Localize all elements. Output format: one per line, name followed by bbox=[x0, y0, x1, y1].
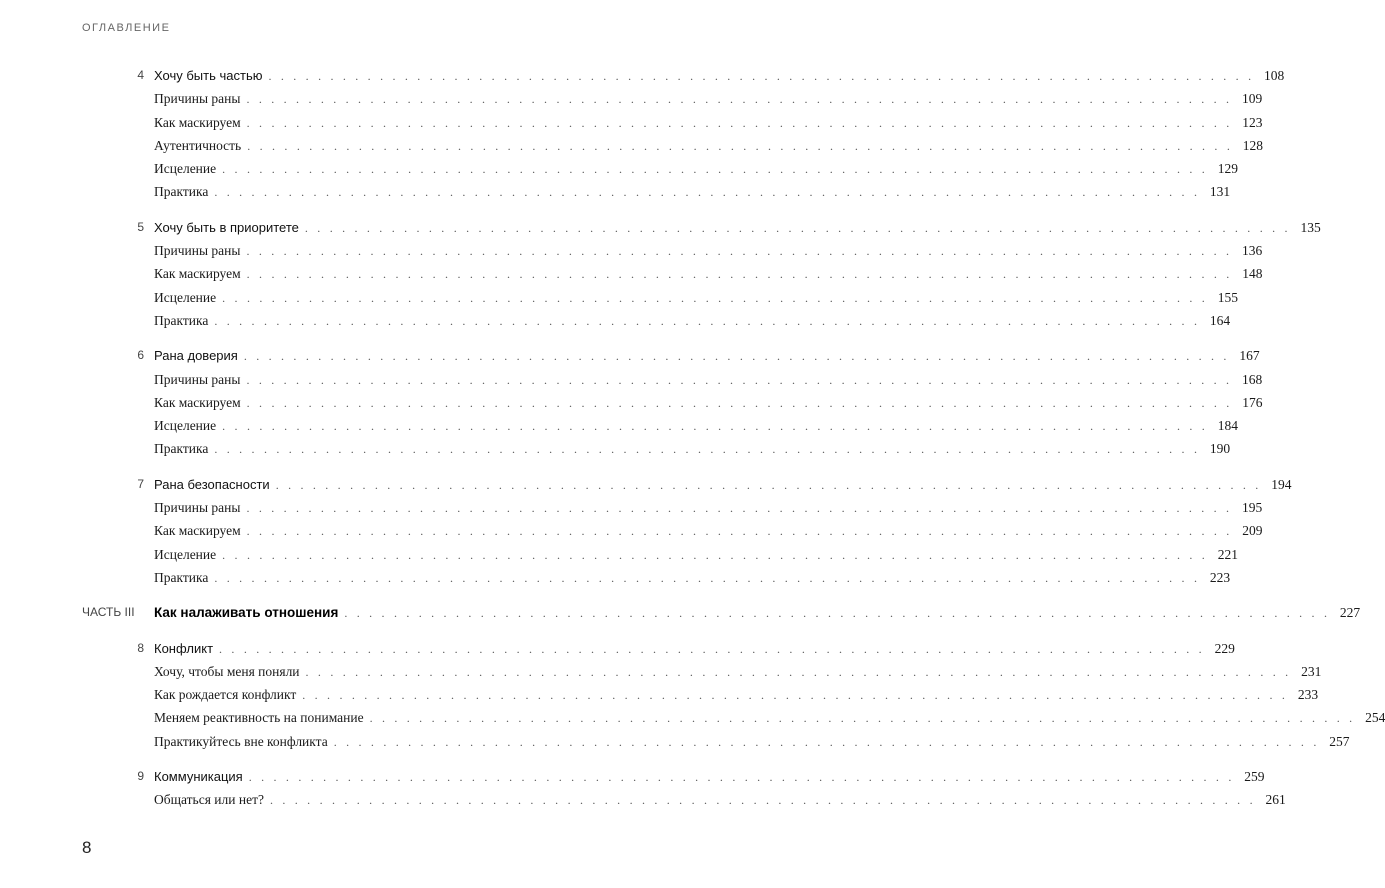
toc-subentry[interactable] bbox=[82, 394, 1263, 418]
page-ref: 129 bbox=[1217, 161, 1238, 177]
page-ref: 223 bbox=[1209, 569, 1231, 585]
dot-leader: . . . . . . . . . . . . . . . . . . . . . . . . . . . . . . . . . . . . . . . . . . . . . . . . . . . . . . . . . . . . . . . . . . . . . . . . . . . . . . . . bbox=[246, 501, 1233, 516]
page-ref: 233 bbox=[1297, 687, 1319, 703]
toc-subentry[interactable] bbox=[82, 441, 1231, 464]
dot-leader: . . . . . . . . . . . . . . . . . . . . . . . . . . . . . . . . . . . . . . . . . . . . . . . . . . . . . . . . . . . . . . . . . . . . . . . . . . . . . . . . bbox=[214, 185, 1201, 200]
chapter-number: 5 bbox=[137, 219, 144, 234]
chapter-title: Хочу быть частью bbox=[154, 68, 263, 83]
toc-subentry[interactable] bbox=[82, 523, 1263, 546]
toc-subentry[interactable] bbox=[82, 733, 1350, 757]
page-ref: 209 bbox=[1242, 523, 1263, 539]
dot-leader: . . . . . . . . . . . . . . . . . . . . . . . . . . . . . . . . . . . . . . . . . . . . . . . . . . . . . . . . . . . . . . . . . . . . . . . . . . . . . . . . bbox=[222, 290, 1208, 305]
toc-subentry[interactable] bbox=[82, 266, 1263, 289]
subentry-title: Практика bbox=[154, 569, 209, 585]
subentry-title: Причины раны bbox=[154, 91, 241, 107]
page-ref: 155 bbox=[1217, 289, 1238, 305]
chapter-title: Коммуникация bbox=[154, 769, 243, 785]
subentry-title: Общаться или нет? bbox=[154, 792, 264, 808]
dot-leader: . . . . . . . . . . . . . . . . . . . . . . . . . . . . . . . . . . . . . . . . . . . . . . . . . . . . . . . . . . . . . . . . . . . . . . . . . . . . . . . . bbox=[219, 641, 1205, 656]
page-number: 8 bbox=[82, 838, 92, 857]
toc-chapter bbox=[82, 769, 1286, 816]
chapter-number: 6 bbox=[137, 348, 144, 363]
toc-chapter bbox=[82, 348, 1263, 464]
dot-leader: . . . . . . . . . . . . . . . . . . . . . . . . . . . . . . . . . . . . . . . . . . . . . . . . . . . . . . . . . . . . . . . . . . . . . . . . . . . . . . . . bbox=[246, 115, 1233, 130]
chapter-number: 8 bbox=[137, 640, 144, 655]
subentry-title: Аутентичность bbox=[154, 137, 242, 153]
dot-leader: . . . . . . . . . . . . . . . . . . . . . . . . . . . . . . . . . . . . . . . . . . . . . . . . . . . . . . . . . . . . . . . . . . . . . . . . . . . . . . . . bbox=[247, 138, 1234, 153]
dot-leader: . . . . . . . . . . . . . . . . . . . . . . . . . . . . . . . . . . . . . . . . . . . . . . . . . . . . . . . . . . . . . . . . . . . . . . . . . . . . . . . . bbox=[246, 372, 1233, 387]
toc-entry[interactable] bbox=[82, 769, 1265, 792]
chapter-number: 4 bbox=[137, 68, 144, 82]
toc-subentry[interactable] bbox=[82, 312, 1231, 336]
toc-chapter bbox=[82, 640, 1385, 757]
toc-part bbox=[82, 605, 1361, 628]
running-head: ОГЛАВЛЕНИЕ bbox=[82, 22, 171, 34]
dot-leader: . . . . . . . . . . . . . . . . . . . . . . . . . . . . . . . . . . . . . . . . . . . . . . . . . . . . . . . . . . . . . . . . . . . . . . . . . . . . . . . . bbox=[246, 92, 1233, 107]
toc-subentry[interactable] bbox=[82, 184, 1231, 207]
dot-leader: . . . . . . . . . . . . . . . . . . . . . . . . . . . . . . . . . . . . . . . . . . . . . . . . . . . . . . . . . . . . . . . . . . . . . . . . . . . . . . . . bbox=[246, 395, 1233, 410]
page-ref: 136 bbox=[1242, 243, 1263, 259]
dot-leader: . . . . . . . . . . . . . . . . . . . . . . . . . . . . . . . . . . . . . . . . . . . . . . . . . . . . . . . . . . . . . . . . . . . . . . . . . . . . . . . . bbox=[269, 793, 1256, 808]
toc-chapter bbox=[82, 219, 1321, 336]
subentry-title: Практика bbox=[154, 312, 209, 328]
page-ref: 231 bbox=[1301, 663, 1322, 679]
page-ref: 184 bbox=[1217, 418, 1238, 434]
toc-subentry[interactable] bbox=[82, 687, 1319, 710]
subentry-title: Практикуйтесь вне конфликта bbox=[154, 733, 328, 749]
page-ref: 190 bbox=[1209, 441, 1231, 457]
chapter-title: Хочу быть в приоритете bbox=[154, 219, 299, 235]
toc-subentry[interactable] bbox=[82, 710, 1385, 733]
dot-leader: . . . . . . . . . . . . . . . . . . . . . . . . . . . . . . . . . . . . . . . . . . . . . . . . . . . . . . . . . . . . . . . . . . . . . . . . . . . . . . . . bbox=[222, 547, 1208, 562]
chapter-title: Рана доверия bbox=[154, 348, 238, 364]
toc-subentry[interactable] bbox=[82, 371, 1263, 395]
page-ref: 164 bbox=[1209, 312, 1231, 328]
dot-leader: . . . . . . . . . . . . . . . . . . . . . . . . . . . . . . . . . . . . . . . . . . . . . . . . . . . . . . . . . . . . . . . . . . . . . . . . . . . . . . . . bbox=[222, 162, 1208, 177]
toc-chapter bbox=[82, 476, 1292, 593]
subentry-title: Причины раны bbox=[154, 371, 241, 387]
toc-entry[interactable] bbox=[82, 605, 1361, 628]
dot-leader: . . . . . . . . . . . . . . . . . . . . . . . . . . . . . . . . . . . . . . . . . . . . . . . . . . . . . . . . . . . . . . . . . . . . . . . . . . . . . . . . bbox=[214, 313, 1201, 328]
part-title: Как налаживать отношения bbox=[154, 605, 339, 621]
toc-subentry[interactable] bbox=[82, 546, 1238, 570]
dot-leader: . . . . . . . . . . . . . . . . . . . . . . . . . . . . . . . . . . . . . . . . . . . . . . . . . . . . . . . . . . . . . . . . . . . . . . . . . . . . . . . . bbox=[214, 442, 1201, 457]
subentry-title: Как маскируем bbox=[154, 523, 241, 539]
toc-subentry[interactable] bbox=[82, 161, 1238, 184]
chapter-title: Конфликт bbox=[154, 640, 214, 656]
page-ref: 259 bbox=[1244, 769, 1265, 785]
subentry-title: Как рождается конфликт bbox=[154, 687, 297, 703]
toc-subentry[interactable] bbox=[82, 663, 1322, 687]
page-ref: 148 bbox=[1242, 266, 1263, 282]
toc-entry[interactable] bbox=[82, 219, 1321, 243]
subentry-title: Как маскируем bbox=[154, 114, 241, 130]
dot-leader: . . . . . . . . . . . . . . . . . . . . . . . . . . . . . . . . . . . . . . . . . . . . . . . . . . . . . . . . . . . . . . . . . . . . . . . . . . . . . . . . bbox=[246, 244, 1233, 259]
toc-subentry[interactable] bbox=[82, 114, 1263, 138]
page-ref: 194 bbox=[1271, 476, 1292, 492]
dot-leader: . . . . . . . . . . . . . . . . . . . . . . . . . . . . . . . . . . . . . . . . . . . . . . . . . . . . . . . . . . . . . . . . . . . . . . . . . . . . . . . . bbox=[275, 477, 1262, 492]
subentry-title: Меняем реактивность на понимание bbox=[154, 710, 364, 726]
subentry-title: Причины раны bbox=[154, 243, 241, 259]
page-ref: 135 bbox=[1300, 219, 1321, 235]
page-ref: 254 bbox=[1365, 710, 1385, 726]
page-ref: 109 bbox=[1242, 91, 1263, 107]
dot-leader: . . . . . . . . . . . . . . . . . . . . . . . . . . . . . . . . . . . . . . . . . . . . . . . . . . . . . . . . . . . . . . . . . . . . . . . . . . . . . . . . bbox=[243, 349, 1230, 364]
dot-leader: . . . . . . . . . . . . . . . . . . . . . . . . . . . . . . . . . . . . . . . . . . . . . . . . . . . . . . . . . . . . . . . . . . . . . . . . . . . . . . . . bbox=[333, 734, 1320, 749]
page-ref: 176 bbox=[1242, 394, 1263, 410]
subentry-title: Практика bbox=[154, 441, 209, 457]
dot-leader: . . . . . . . . . . . . . . . . . . . . . . . . . . . . . . . . . . . . . . . . . . . . . . . . . . . . . . . . . . . . . . . . . . . . . . . . . . . . . . . . bbox=[246, 267, 1233, 282]
page-ref: 123 bbox=[1242, 114, 1263, 130]
toc-entry[interactable] bbox=[82, 640, 1235, 664]
chapter-title: Рана безопасности bbox=[154, 476, 270, 492]
subentry-title: Как маскируем bbox=[154, 266, 241, 282]
dot-leader: . . . . . . . . . . . . . . . . . . . . . . . . . . . . . . . . . . . . . . . . . . . . . . . . . . . . . . . . . . . . . . . . . . . . . . . . . . . . . . . . bbox=[305, 664, 1292, 679]
toc-subentry[interactable] bbox=[82, 91, 1263, 114]
page-ref: 168 bbox=[1242, 371, 1263, 387]
chapter-number: 7 bbox=[137, 476, 144, 491]
dot-leader: . . . . . . . . . . . . . . . . . . . . . . . . . . . . . . . . . . . . . . . . . . . . . . . . . . . . . . . . . . . . . . . . . . . . . . . . . . . . . . . . bbox=[369, 711, 1356, 726]
page-ref: 227 bbox=[1339, 605, 1361, 621]
subentry-title: Причины раны bbox=[154, 500, 241, 516]
page-ref: 257 bbox=[1329, 733, 1350, 749]
page-ref: 229 bbox=[1214, 640, 1235, 656]
subentry-title: Хочу, чтобы меня поняли bbox=[154, 663, 300, 679]
toc-entry[interactable] bbox=[82, 476, 1292, 500]
page-ref: 108 bbox=[1264, 68, 1285, 83]
toc-subentry[interactable] bbox=[82, 243, 1263, 266]
toc-subentry[interactable] bbox=[82, 137, 1264, 161]
dot-leader: . . . . . . . . . . . . . . . . . . . . . . . . . . . . . . . . . . . . . . . . . . . . . . . . . . . . . . . . . . . . . . . . . . . . . . . . . . . . . . . . bbox=[268, 69, 1255, 83]
toc-subentry[interactable] bbox=[82, 569, 1231, 593]
dot-leader: . . . . . . . . . . . . . . . . . . . . . . . . . . . . . . . . . . . . . . . . . . . . . . . . . . . . . . . . . . . . . . . . . . . . . . . . . . . . . . . . bbox=[248, 770, 1235, 785]
chapter-number: 9 bbox=[137, 769, 144, 784]
subentry-title: Практика bbox=[154, 184, 209, 200]
dot-leader: . . . . . . . . . . . . . . . . . . . . . . . . . . . . . . . . . . . . . . . . . . . . . . . . . . . . . . . . . . . . . . . . . . . . . . . . . . . . . . . . bbox=[304, 220, 1291, 235]
dot-leader: . . . . . . . . . . . . . . . . . . . . . . . . . . . . . . . . . . . . . . . . . . . . . . . . . . . . . . . . . . . . . . . . . . . . . . . . . . . . . . . . bbox=[214, 570, 1201, 585]
subentry-title: Исцеление bbox=[154, 418, 217, 434]
toc-subentry[interactable] bbox=[82, 500, 1263, 523]
subentry-title: Исцеление bbox=[154, 546, 217, 562]
page-ref: 167 bbox=[1239, 348, 1260, 364]
dot-leader: . . . . . . . . . . . . . . . . . . . . . . . . . . . . . . . . . . . . . . . . . . . . . . . . . . . . . . . . . . . . . . . . . . . . . . . . . . . . . . . . bbox=[222, 419, 1208, 434]
page-ref: 128 bbox=[1242, 137, 1264, 153]
subentry-title: Исцеление bbox=[154, 289, 217, 305]
dot-leader: . . . . . . . . . . . . . . . . . . . . . . . . . . . . . . . . . . . . . . . . . . . . . . . . . . . . . . . . . . . . . . . . . . . . . . . . . . . . . . . . bbox=[246, 524, 1233, 539]
page-ref: 131 bbox=[1209, 184, 1231, 200]
page-ref: 261 bbox=[1265, 792, 1286, 808]
toc-entry[interactable] bbox=[82, 348, 1260, 371]
table-of-contents bbox=[82, 68, 1385, 828]
subentry-title: Как маскируем bbox=[154, 394, 241, 410]
subentry-title: Исцеление bbox=[154, 161, 217, 177]
dot-leader: . . . . . . . . . . . . . . . . . . . . . . . . . . . . . . . . . . . . . . . . . . . . . . . . . . . . . . . . . . . . . . . . . . . . . . . . . . . . . . . . bbox=[344, 606, 1331, 621]
toc-subentry[interactable] bbox=[82, 418, 1238, 441]
toc-subentry[interactable] bbox=[82, 792, 1286, 815]
part-label: ЧАСТЬ III bbox=[82, 605, 135, 620]
toc-subentry[interactable] bbox=[82, 289, 1238, 313]
toc-entry[interactable] bbox=[82, 68, 1285, 91]
page-ref: 221 bbox=[1217, 546, 1238, 562]
page-ref: 195 bbox=[1242, 500, 1263, 516]
dot-leader: . . . . . . . . . . . . . . . . . . . . . . . . . . . . . . . . . . . . . . . . . . . . . . . . . . . . . . . . . . . . . . . . . . . . . . . . . . . . . . . . bbox=[302, 688, 1289, 703]
toc-chapter bbox=[82, 68, 1285, 208]
